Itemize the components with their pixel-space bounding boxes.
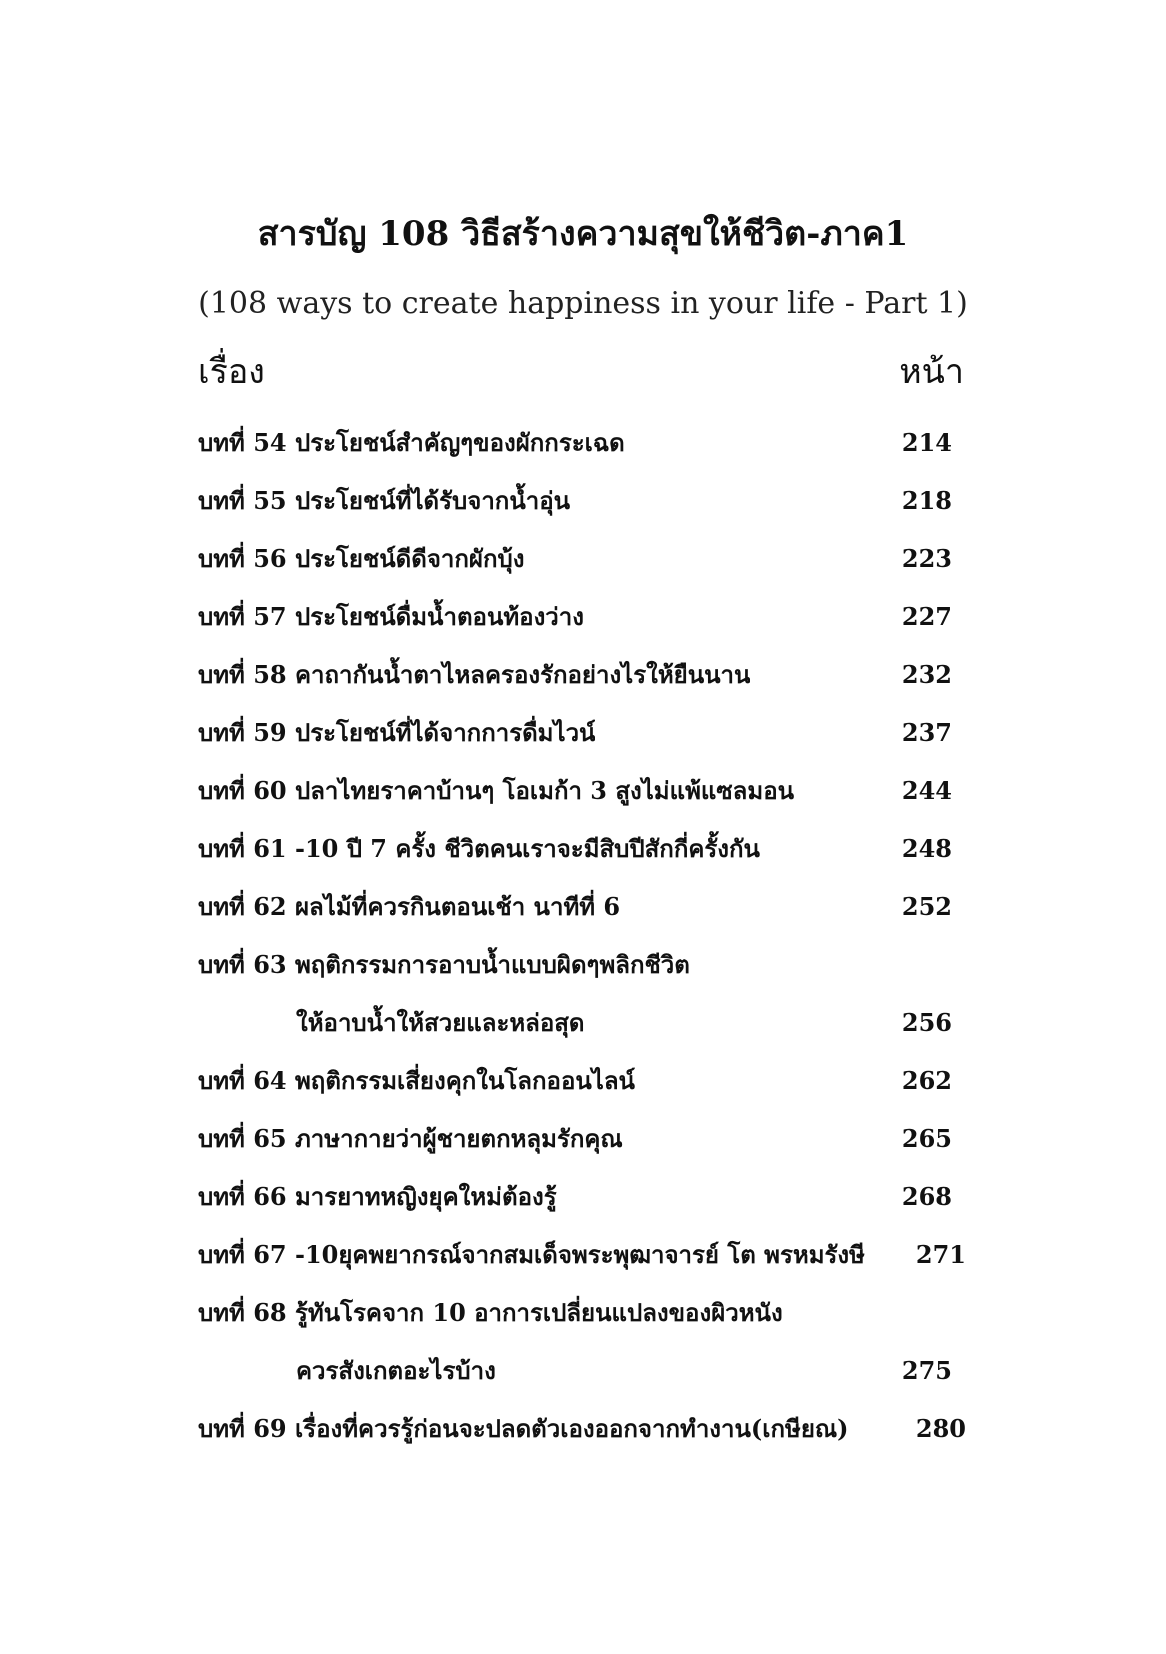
toc-entry-58 (198, 646, 966, 704)
toc-entry-66 (198, 1168, 966, 1226)
toc-entry-page: 214 (901, 428, 952, 457)
toc-entry-title: บทที่ 61 -10 ปี 7 ครั้ง ชีวิตคนเราจะมีสิบปีสักกี่ครั้งกัน (198, 834, 760, 863)
toc-entry-55 (198, 472, 966, 530)
toc-entry-title: บทที่ 60 ปลาไทยราคาบ้านๆ โอเมก้า 3 สูงไม่แพ้แซลมอน (198, 776, 795, 805)
document-subtitle: (108 ways to create happiness in your life - Part 1) (198, 286, 968, 321)
toc-entry-page: 223 (901, 544, 952, 573)
toc-entry-title: บทที่ 55 ประโยชน์ที่ได้รับจากน้ำอุ่น (198, 486, 571, 515)
toc-entry-title: บทที่ 65 ภาษากายว่าผู้ชายตกหลุมรักคุณ (198, 1124, 623, 1153)
column-header-page: หน้า (899, 352, 964, 392)
document-title: สารบัญ 108 วิธีสร้างความสุขให้ชีวิต-ภาค1 (257, 214, 909, 254)
toc-entry-61 (198, 820, 966, 878)
toc-entry-page: 252 (901, 892, 952, 921)
toc-entry-68-continued (198, 1342, 966, 1400)
toc-entry-page: 275 (901, 1356, 952, 1385)
toc-entry-57 (198, 588, 966, 646)
toc-entry-page: 262 (901, 1066, 952, 1095)
toc-entry-60 (198, 762, 966, 820)
toc-entry-56 (198, 530, 966, 588)
toc-entry-page: 237 (901, 718, 952, 747)
toc-entry-page: 280 (915, 1414, 966, 1443)
toc-entry-title: บทที่ 56 ประโยชน์ดีดีจากผักบุ้ง (198, 544, 525, 573)
toc-entry-title: บทที่ 54 ประโยชน์สำคัญๆของผักกระเฉด (198, 428, 625, 457)
column-header-topic: เรื่อง (198, 352, 265, 392)
toc-entry-title: บทที่ 58 คาถากันน้ำตาไหลครองรักอย่างไรให้ยืนนาน (198, 660, 751, 689)
toc-entry-title: บทที่ 63 พฤติกรรมการอาบน้ำแบบผิดๆพลิกชีวิต (198, 950, 690, 979)
toc-entry-page: 232 (901, 660, 952, 689)
toc-entry-page: 218 (901, 486, 952, 515)
toc-entry-title-continued: ให้อาบน้ำให้สวยและหล่อสุด (296, 1008, 585, 1037)
toc-entry-page: 244 (901, 776, 952, 805)
toc-entry-67 (198, 1226, 966, 1284)
toc-entry-title-continued: ควรสังเกตอะไรบ้าง (296, 1356, 496, 1385)
toc-entry-title: บทที่ 62 ผลไม้ที่ควรกินตอนเช้า นาทีที่ 6 (198, 892, 621, 921)
toc-entry-62 (198, 878, 966, 936)
toc-entry-69 (198, 1400, 966, 1458)
toc-entry-54 (198, 414, 966, 472)
toc-entry-title: บทที่ 69 เรื่องที่ควรรู้ก่อนจะปลดตัวเองออกจากทำงาน(เกษียณ) (198, 1414, 849, 1443)
toc-entry-title: บทที่ 67 -10ยุคพยากรณ์จากสมเด็จพระพุฒาจารย์ โต พรหมรังษี (198, 1240, 865, 1269)
toc-entry-title: บทที่ 66 มารยาทหญิงยุคใหม่ต้องรู้ (198, 1182, 557, 1211)
toc-entry-page: 256 (901, 1008, 952, 1037)
toc-entry-64 (198, 1052, 966, 1110)
toc-entry-page: 265 (901, 1124, 952, 1153)
toc-entry-63-continued (198, 994, 966, 1052)
toc-entry-title: บทที่ 59 ประโยชน์ที่ได้จากการดื่มไวน์ (198, 718, 596, 747)
toc-entry-page: 227 (901, 602, 952, 631)
toc-entry-page: 271 (915, 1240, 966, 1269)
toc-entry-page: 248 (901, 834, 952, 863)
toc-entry-65 (198, 1110, 966, 1168)
toc-entry-page: 268 (901, 1182, 952, 1211)
toc-entry-title: บทที่ 57 ประโยชน์ดื่มน้ำตอนท้องว่าง (198, 602, 584, 631)
toc-entry-title: บทที่ 68 รู้ทันโรคจาก 10 อาการเปลี่ยนแปลงของผิวหนัง (198, 1298, 783, 1327)
toc-entry-title: บทที่ 64 พฤติกรรมเสี่ยงคุกในโลกออนไลน์ (198, 1066, 635, 1095)
table-of-contents (198, 414, 966, 1458)
toc-entry-63 (198, 936, 966, 994)
toc-entry-68 (198, 1284, 966, 1342)
toc-entry-59 (198, 704, 966, 762)
